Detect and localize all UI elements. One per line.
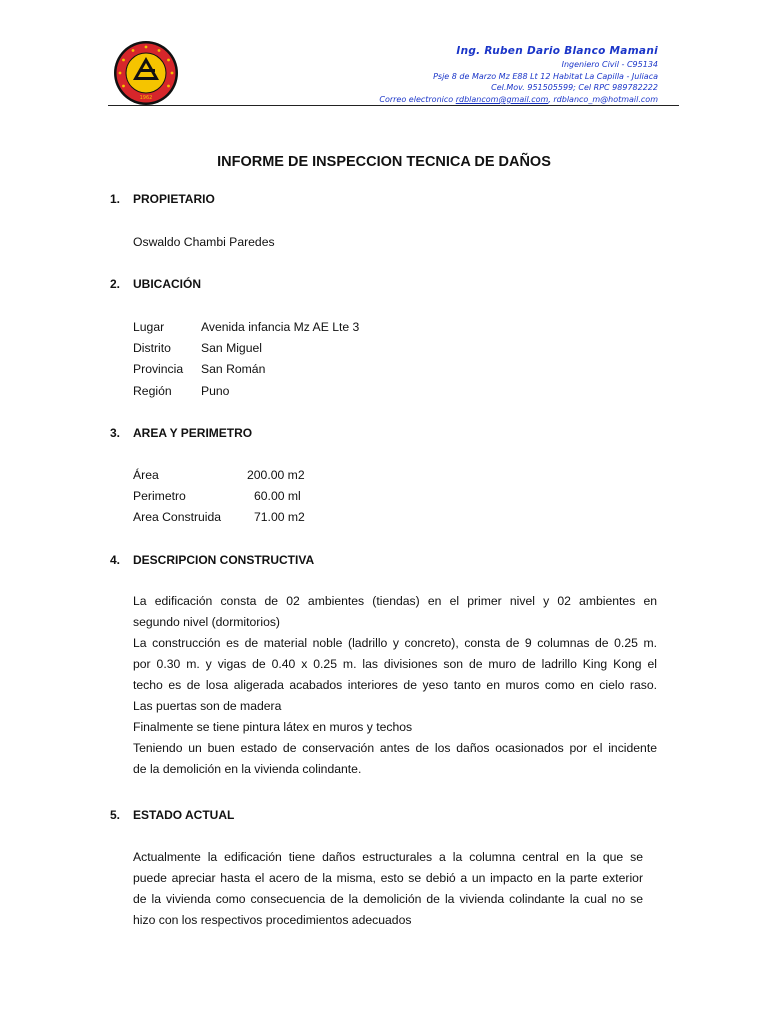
perimeter-label: Perimetro bbox=[133, 489, 186, 503]
location-value-distrito: San Miguel bbox=[201, 341, 262, 355]
section-heading-area bbox=[110, 426, 252, 440]
section-title: AREA Y PERIMETRO bbox=[133, 426, 253, 440]
college-seal-logo bbox=[113, 40, 179, 106]
paragraph-line: Finalmente se tiene pintura látex en muros y techos bbox=[133, 720, 413, 734]
construction-description bbox=[133, 591, 657, 780]
engineer-address: Psje 8 de Marzo Mz E88 Lt 12 Habitat La Capilla - Juliaca bbox=[433, 71, 658, 81]
section-title: DESCRIPCION CONSTRUCTIVA bbox=[133, 553, 315, 567]
location-value-region: Puno bbox=[201, 384, 230, 398]
section-number: 4. bbox=[110, 553, 121, 567]
paragraph-line: techo es de losa aligerada acabados interiores de yeso tanto en muros como en cielo raso. bbox=[133, 678, 657, 692]
section-title: PROPIETARIO bbox=[133, 192, 215, 206]
location-label-region: Región bbox=[133, 384, 172, 398]
location-label-distrito: Distrito bbox=[133, 341, 171, 355]
paragraph-line: Teniendo un buen estado de conservación antes de los daños ocasionados por el incidente bbox=[133, 741, 657, 755]
section-heading-construction bbox=[110, 553, 314, 567]
paragraph-line: de la demolición en la vivienda colindante. bbox=[133, 762, 362, 776]
header-divider bbox=[108, 105, 679, 106]
paragraph-line: Actualmente la edificación tiene daños estructurales a la columna central en la que se bbox=[133, 850, 643, 864]
section-heading-location bbox=[110, 277, 201, 291]
paragraph-line: de la vivienda como consecuencia de la demolición de la vivienda colindante la cual no se bbox=[133, 892, 643, 906]
paragraph-line: La construcción es de material noble (ladrillo y concreto), consta de 9 columnas de 0.25 m. bbox=[133, 636, 657, 650]
location-label-provincia: Provincia bbox=[133, 362, 184, 376]
location-value-lugar: Avenida infancia Mz AE Lte 3 bbox=[201, 320, 360, 334]
document-title: INFORME DE INSPECCION TECNICA DE DAÑOS bbox=[217, 154, 551, 170]
paragraph-line: La edificación consta de 02 ambientes (tiendas) en el primer nivel y 02 ambientes en bbox=[133, 594, 657, 608]
section-number: 1. bbox=[110, 192, 121, 206]
section-title: UBICACIÓN bbox=[133, 277, 201, 291]
email-separator: , bbox=[548, 94, 554, 104]
engineer-email-line bbox=[379, 94, 658, 106]
perimeter-value: 60.00 ml bbox=[254, 489, 301, 503]
paragraph-line: hizo con los respectivos procedimientos adecuados bbox=[133, 913, 412, 927]
section-title: ESTADO ACTUAL bbox=[133, 808, 235, 822]
current-state-description bbox=[133, 847, 643, 931]
area-label: Área bbox=[133, 468, 159, 482]
location-label-lugar: Lugar bbox=[133, 320, 165, 334]
paragraph-line: puede apreciar hasta el acero de la misma, esto se debió a un impacto en la parte exterior bbox=[133, 871, 643, 885]
paragraph-line: Las puertas son de madera bbox=[133, 699, 282, 713]
section-number: 2. bbox=[110, 277, 121, 291]
section-heading-owner bbox=[110, 192, 215, 206]
engineer-phones: Cel.Mov. 951505599; Cel RPC 989782222 bbox=[491, 83, 658, 93]
engineer-name: Ing. Ruben Dario Blanco Mamani bbox=[456, 45, 658, 57]
section-number: 3. bbox=[110, 426, 121, 440]
engineer-title: Ingeniero Civil - C95134 bbox=[561, 60, 658, 69]
svg-text:1962: 1962 bbox=[139, 95, 153, 101]
email-link-1[interactable]: rdblancom@gmail.com bbox=[455, 94, 549, 104]
built-area-value: 71.00 m2 bbox=[254, 510, 305, 524]
email-prefix: Correo electronico bbox=[379, 94, 456, 104]
location-value-provincia: San Román bbox=[201, 362, 266, 376]
area-value: 200.00 m2 bbox=[247, 468, 305, 482]
paragraph-line: segundo nivel (dormitorios) bbox=[133, 615, 280, 629]
built-area-label: Area Construida bbox=[133, 510, 222, 524]
section-number: 5. bbox=[110, 808, 121, 822]
letterhead bbox=[379, 44, 658, 105]
section-heading-current-state bbox=[110, 808, 234, 822]
owner-name: Oswaldo Chambi Paredes bbox=[133, 235, 275, 249]
paragraph-line: por 0.30 m. y vigas de 0.40 x 0.25 m. las divisiones son de muro de ladrillo King Kong el bbox=[133, 657, 657, 671]
email-link-2[interactable]: rdblanco_m@hotmail.com bbox=[553, 94, 658, 104]
